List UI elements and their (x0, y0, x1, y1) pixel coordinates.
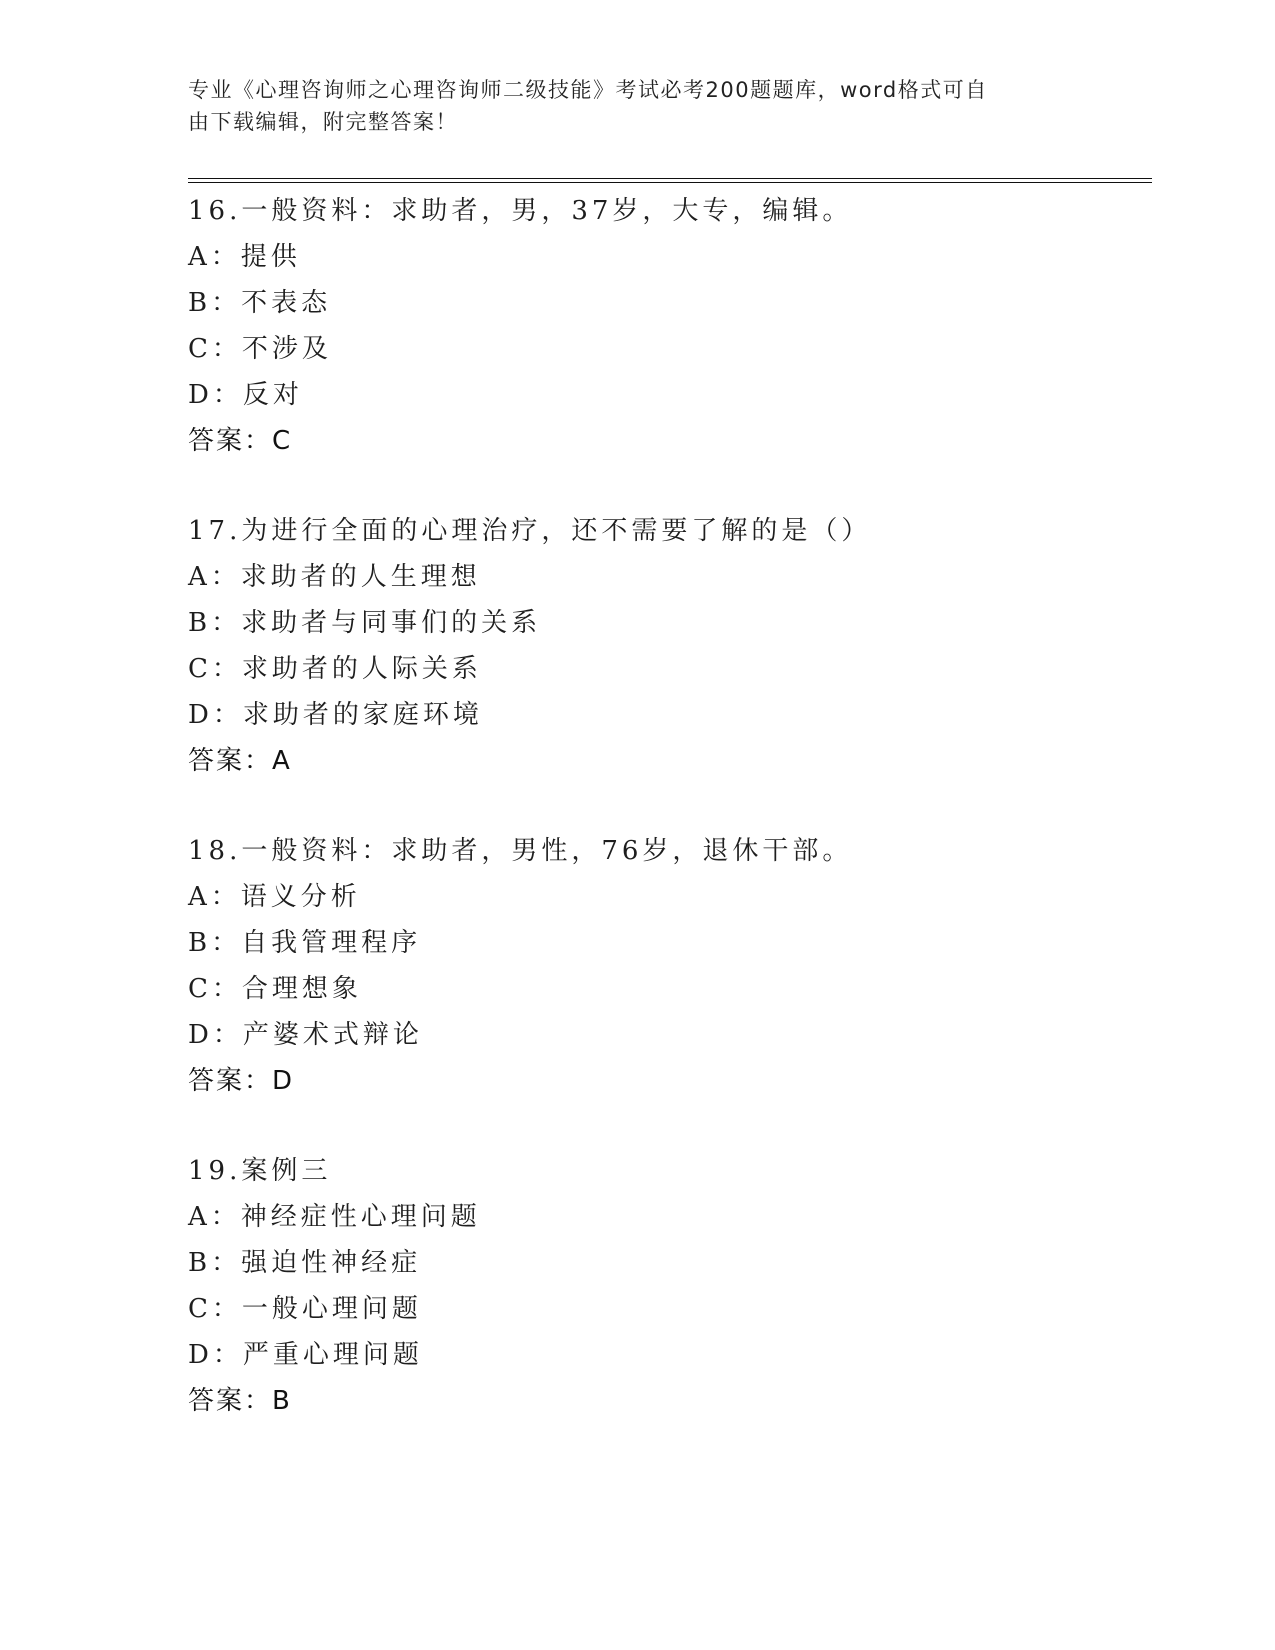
option-c: C：合理想象 (188, 974, 362, 1004)
option-d: D：反对 (188, 380, 303, 410)
question-spacer (188, 1104, 1148, 1148)
option-b: B：求助者与同事们的关系 (188, 608, 542, 638)
question-stem: 19.案例三 (188, 1156, 332, 1186)
question-stem: 16.一般资料：求助者，男，37岁，大专，编辑。 (188, 196, 853, 226)
answer-label: 答案：A (188, 746, 292, 776)
question-spacer (188, 464, 1148, 508)
question-17 (188, 508, 1148, 784)
answer-label: 答案：B (188, 1386, 292, 1416)
question-stem: 18.一般资料：求助者，男性，76岁，退休干部。 (188, 836, 853, 866)
question-list (188, 188, 1148, 1424)
option-c: C：不涉及 (188, 334, 332, 364)
option-d: D：产婆术式辩论 (188, 1020, 423, 1050)
question-19 (188, 1148, 1148, 1424)
question-16 (188, 188, 1148, 464)
question-stem: 17.为进行全面的心理治疗，还不需要了解的是（） (188, 516, 872, 546)
option-c: C：求助者的人际关系 (188, 654, 482, 684)
option-c: C：一般心理问题 (188, 1294, 422, 1324)
header-line-1: 专业《心理咨询师之心理咨询师二级技能》考试必考200题题库，word格式可自 (188, 78, 988, 102)
document-header (188, 74, 1068, 138)
option-a: A：语义分析 (188, 882, 361, 912)
answer-label: 答案：C (188, 426, 293, 456)
question-18 (188, 828, 1148, 1104)
option-d: D：求助者的家庭环境 (188, 700, 483, 730)
option-b: B：自我管理程序 (188, 928, 422, 958)
option-b: B：强迫性神经症 (188, 1248, 422, 1278)
option-b: B：不表态 (188, 288, 332, 318)
option-a: A：求助者的人生理想 (188, 562, 481, 592)
answer-label: 答案：D (188, 1066, 295, 1096)
question-spacer (188, 784, 1148, 828)
option-d: D：严重心理问题 (188, 1340, 423, 1370)
option-a: A：神经症性心理问题 (188, 1202, 481, 1232)
header-divider-top (188, 178, 1152, 179)
option-a: A：提供 (188, 242, 301, 272)
header-line-2: 由下载编辑，附完整答案！ (188, 110, 458, 134)
header-divider-bottom (188, 182, 1152, 183)
